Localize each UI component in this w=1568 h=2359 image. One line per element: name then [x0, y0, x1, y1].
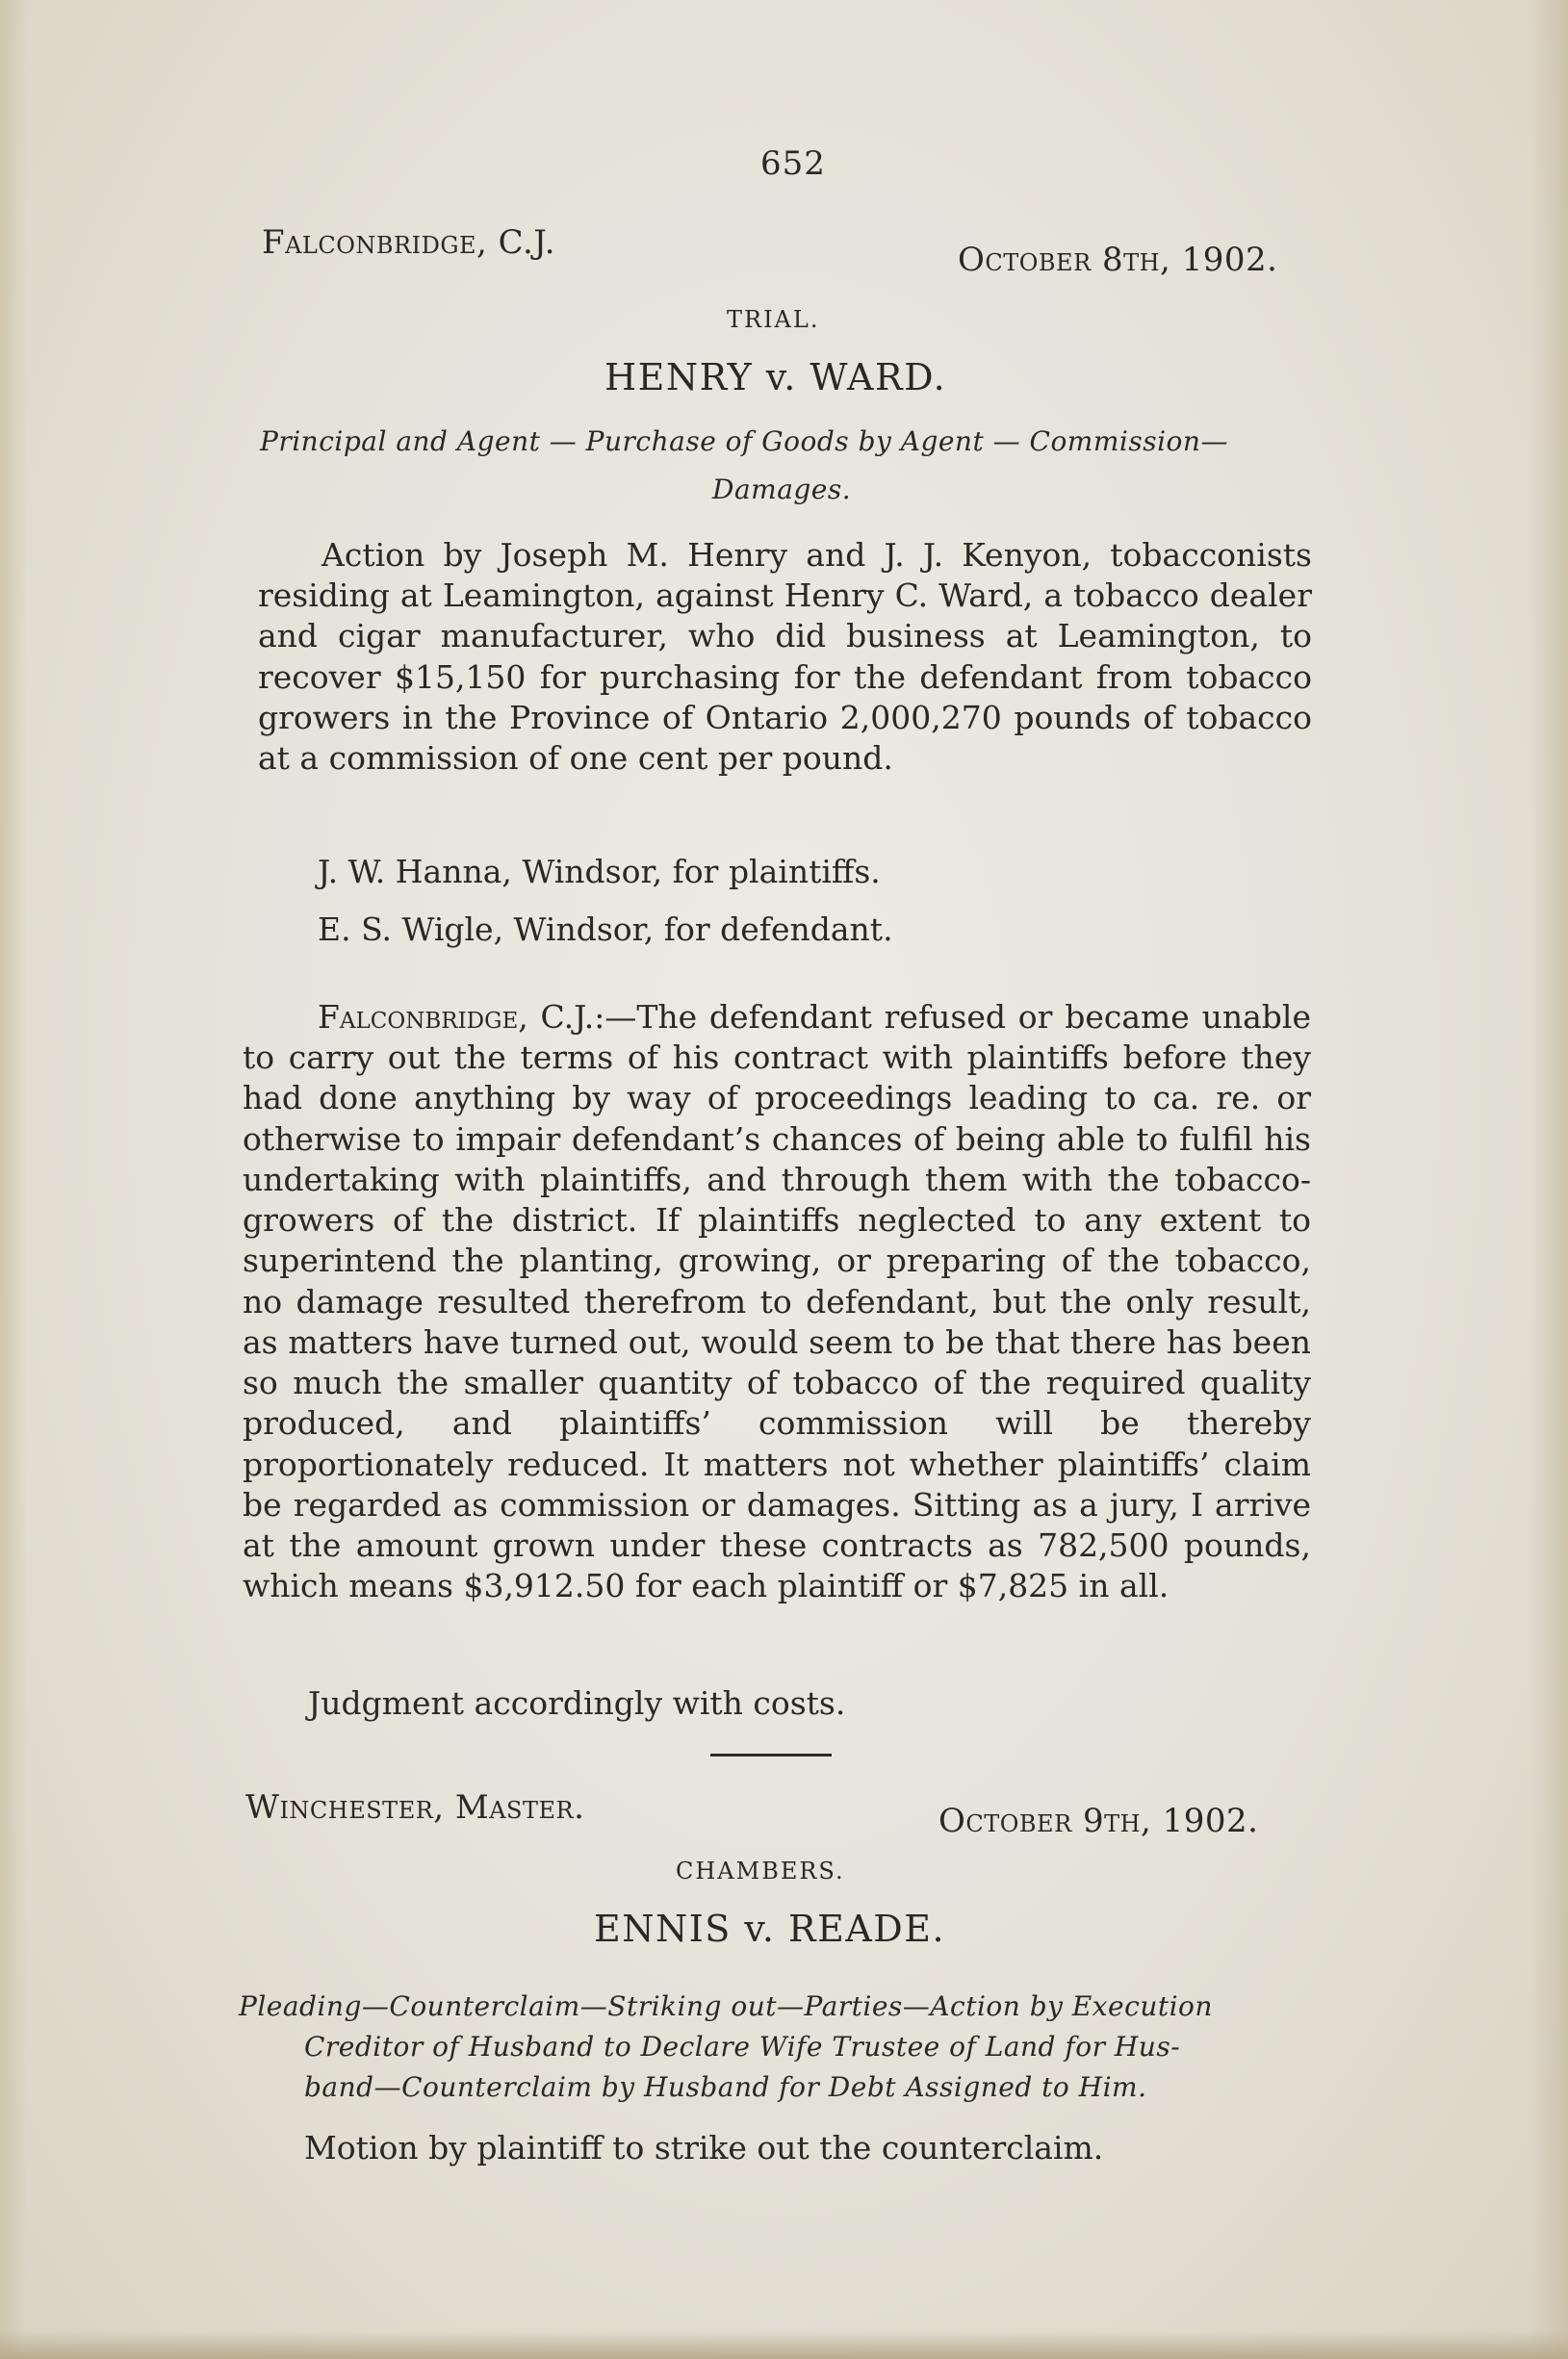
- case1-counsel-plaintiffs: J. W. Hanna, Windsor, for plaintiffs.: [318, 853, 881, 890]
- case1-judgment-speaker: Falconbridge, C.J.: [318, 998, 595, 1036]
- case2-judge: Winchester, Master.: [245, 1788, 585, 1827]
- page-bottom-edge: [0, 2330, 1568, 2359]
- case1-date: October 8th, 1902.: [958, 241, 1278, 279]
- case2-court: CHAMBERS.: [676, 1858, 845, 1885]
- case1-result: Judgment accordingly with costs.: [308, 1684, 846, 1722]
- case2-headnote-line2: Creditor of Husband to Declare Wife Trustee of Land for Hus-: [304, 2031, 1181, 2063]
- case1-statement: Action by Joseph M. Henry and J. J. Kenyon, tobacconists residing at Leamington, against Henry C. Ward, a tobacco dealer and cigar manufacturer, who did business at Leamington, to recover $15,150 for purchasing for the defendant from tobacco growers in the Province of Ontario 2,000,270 pounds of tobacco at a commission of one cent per pound.: [258, 536, 1312, 778]
- case1-judgment: [243, 997, 1311, 1607]
- page-edge-shadow: [0, 0, 27, 2359]
- case2-title: ENNIS v. READE.: [594, 1908, 946, 1950]
- case1-title: HENRY v. WARD.: [604, 356, 947, 398]
- case1-court: TRIAL.: [727, 306, 820, 333]
- case1-judgment-text: :—The defendant refused or became unable to carry out the terms of his contract with plaintiffs before they had done anything by way of proceedings leading to ca. re. or otherwise to impair defendant’s chances of being able to fulfil his undertaking with plaintiffs, and through them with the tobacco-growers of the district. If plaintiffs neglected to any extent to superintend the planting, growing, or preparing of the tobacco, no damage resulted therefrom to defendant, but the only result, as matters have turned out, would seem to be that there has been so much the smaller quantity of tobacco of the required quality produced, and plaintiffs’ commission will be thereby proportionately reduced. It matters not whether plaintiffs’ claim be regarded as commission or damages. Sitting as a jury, I arrive at the amount grown under these contracts as 782,500 pounds, which means $3,912.50 for each plaintiff or $7,825 in all.: [243, 998, 1311, 1605]
- case1-judge: Falconbridge, C.J.: [262, 223, 556, 262]
- case2-date: October 9th, 1902.: [938, 1802, 1259, 1840]
- case1-headnote-line2: Damages.: [712, 474, 852, 505]
- page-spine-shadow: [1529, 0, 1568, 2359]
- page-number: 652: [760, 144, 826, 183]
- case2-headnote-line1: Pleading—Counterclaim—Striking out—Parties—Action by Execution: [239, 1990, 1213, 2022]
- case2-motion: Motion by plaintiff to strike out the counterclaim.: [304, 2129, 1104, 2167]
- section-divider: [710, 1754, 832, 1756]
- case2-headnote-line3: band—Counterclaim by Husband for Debt Assigned to Him.: [304, 2071, 1147, 2103]
- case1-headnote-line1: Principal and Agent — Purchase of Goods by Agent — Commission—: [260, 425, 1228, 457]
- case1-counsel-defendant: E. S. Wigle, Windsor, for defendant.: [318, 910, 893, 948]
